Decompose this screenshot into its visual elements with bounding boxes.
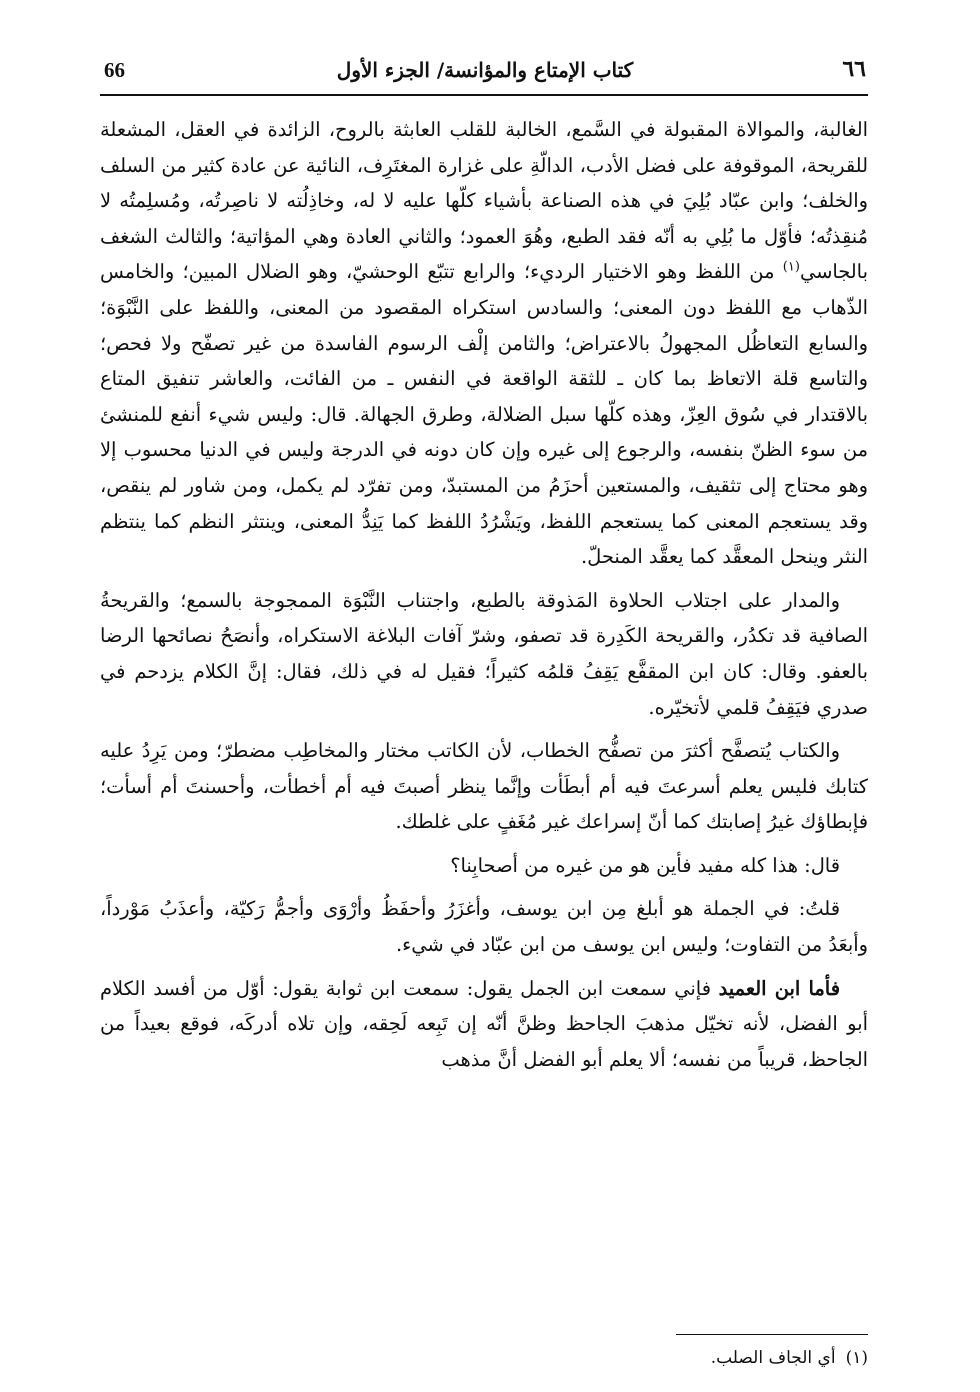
footnote-mark: (١) [845,1348,868,1368]
main-text [100,112,868,1077]
page-number-latin: 66 [104,58,125,82]
paragraph: قلتُ: في الجملة هو أبلغ مِن ابن يوسف، وأغزَرُ وأحفَظُ وأرْوَى وأجمُّ رَكيّة، وأعذَبُ مَوْرداً، وأبعَدُ من التفاوت؛ وليس ابن يوسف من ابن عبّاد في شيء. [100,897,868,957]
paragraph: والمدار على اجتلاب الحلاوة المَذوقة بالطبع، واجتناب النَّبْوَة الممجوجة بالسمع؛ والقريحةُ الصافية قد تكدُر، والقريحة الكَدِرة قد تصفو، وشرّ آفات البلاغة الاستكراه، وأنصَحُ نصائحها الرضا بالعفو. وقال: كان ابن المقفَّع يَقِفُ قلمُه كثيراً؛ فقيل له في ذلك، فقال: إنَّ الكلام يزدحم في صدري فيَقِفُ قلمي لأتخيّره. [100,588,868,719]
footnote-rule [676,1334,868,1335]
footnote-reference: (١) [782,259,800,275]
paragraph-lead: فأما ابن العميد [718,976,840,1000]
paragraph-text: فإني سمعت ابن الجمل يقول: سمعت ابن ثوابة يقول: أوّل من أفسد الكلام أبو الفضل، لأنه تخيّل مذهبَ الجاحظ وظنَّ أنّه إن تَبِعه لَحِقه، وإن تلاه أدركَه، فوقع بعيداً من الجاحظ، قريباً من نفسه؛ ألا يعلم أبو الفضل أنَّ مذهب [100,976,868,1071]
paragraph: والكتاب يُتصفَّح أكثرَ من تصفُّح الخطاب، لأن الكاتب مختار والمخاطِب مضطرّ؛ ومن يَرِدُ عليه كتابك فليس يعلم أسرعتَ فيه أم أبطَأت وإنَّما ينظر أصبتَ فيه أم أخطأت، وأحسنتَ أم أسأت؛ فإبطاؤك غيرُ إصابتك كما أنّ إسراعك غير مُغَفٍ على غلطك. [100,739,868,834]
paragraph [100,971,868,1078]
paragraph [100,112,868,575]
paragraph: قال: هذا كله مفيد فأين هو من غيره من أصحابِنا؟ [450,853,840,877]
paragraph-text: من اللفظ وهو الاختيار الرديء؛ والرابع تتبّع الوحشيّ، وهو الضلال المبين؛ والخامس الذّهاب مع اللفظ دون المعنى؛ والسادس استكراه المقصود من المعنى، واللفظ على النَّبْوَة؛ والسابع التعاظُل المجهولُ بالاعتراض؛ والثامن إلْف الرسوم الفاسدة من غير تصفّح ولا فحص؛ والتاسع قلة الاتعاظ بما كان ـ للثقة الواقعة في النفس ـ من الفائت، والعاشر تنفيق المتاع بالاقتدار في سُوق العِزّ، وهذه كلّها سبل الضلالة، وطرق الجهالة. قال: وليس شيء أنفع للمنشئ من سوء الظنّ بنفسه، والرجوع إلى غيره وإن كان دونه في الدرجة وليس في الدنيا محسوب إلا وهو محتاج إلى تثقيف، والمستعين أحزَمُ من المستبدّ، ومن تفرّد لم يكمل، ومن شاور لم ينقص، وقد يستعجم المعنى كما يستعجم اللفظ، ويَشْرُدُ اللفظ كما يَنِدُّ المعنى، وينتثر النظم كما ينتظم النثر وينحل المعقَّد كما يعقَّد المنحلّ. [100,260,868,569]
paragraph-text: الغالبة، والموالاة المقبولة في السَّمع، الخالبة للقلب العابثة بالروح، الزائدة في العقل، المشعلة للقريحة، الموقوفة على فضل الأدب، الدالّةِ على غزارة المغتَرِف، النائية عن عادة كثير من السلف والخلف؛ وابن عبّاد بُلِيَ في هذه الصناعة بأشياء كلّها عليه لا له، وخاذِلُته لا ناصِرتُه، ومُسلِمتُه لا مُنقِذتُه؛ فأوّل ما بُلِي به أنّه فقد الطبع، وهُوَ العمود؛ والثاني العادة وهي المؤاتية؛ والثالث الشغف بالجاسي [100,118,868,284]
header-rule [100,94,868,96]
running-title: كتاب الإمتاع والمؤانسة/ الجزء الأول [336,58,634,82]
page-number-arabic: ٦٦ [842,56,866,82]
page-header [100,52,870,92]
footnote [420,1344,868,1372]
footnote-text: أي الجاف الصلب. [710,1348,836,1368]
